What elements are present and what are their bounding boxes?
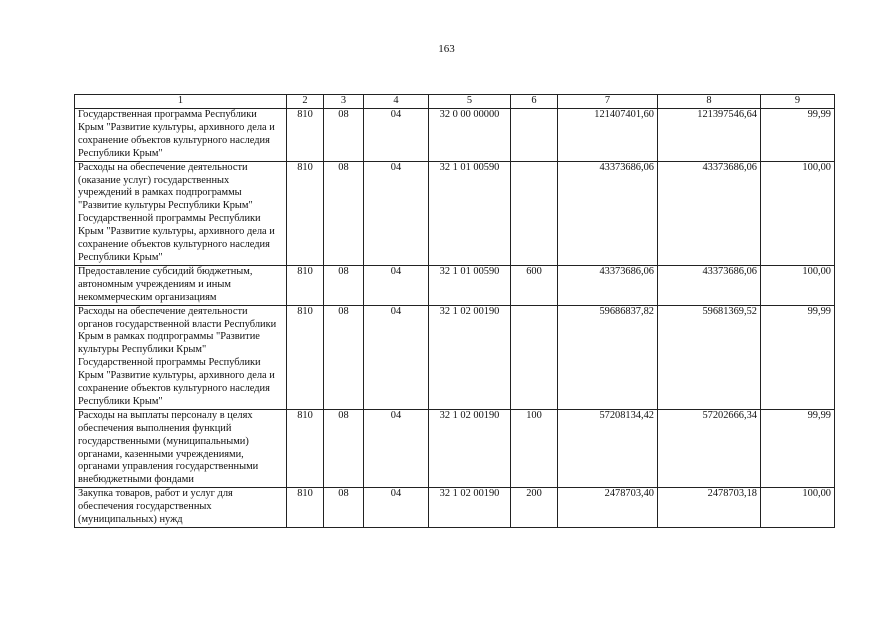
planned-amount: 57208134,42 bbox=[558, 409, 658, 487]
section-code: 08 bbox=[324, 161, 364, 265]
target-article-code: 32 0 00 00000 bbox=[429, 109, 511, 162]
expense-type-code bbox=[511, 109, 558, 162]
row-name: Закупка товаров, работ и услуг для обеспечения государственных (муниципальных) нужд bbox=[75, 488, 287, 528]
execution-percent: 99,99 bbox=[761, 109, 835, 162]
column-header: 5 bbox=[429, 95, 511, 109]
table-header-row bbox=[75, 95, 835, 109]
column-header: 6 bbox=[511, 95, 558, 109]
expense-type-code: 100 bbox=[511, 409, 558, 487]
expense-type-code: 600 bbox=[511, 265, 558, 305]
chapter-code: 810 bbox=[287, 488, 324, 528]
table-row bbox=[75, 109, 835, 162]
subsection-code: 04 bbox=[364, 109, 429, 162]
expense-type-code bbox=[511, 161, 558, 265]
row-name: Расходы на обеспечение деятельности органов государственной власти Республики Крым в рамках подпрограммы "Развитие культуры Республики Крым" Государственной программы Республики Крым "Развитие культуры, архивного дела и сохранение объектов культурного наследия Республики Крым" bbox=[75, 305, 287, 409]
row-name: Расходы на обеспечение деятельности (оказание услуг) государственных учреждений в рамках подпрограммы "Развитие культуры Республики Крым" Государственной программы Республики Крым "Развитие культуры, архивного дела и сохранение объектов культурного наследия Республики Крым" bbox=[75, 161, 287, 265]
column-header: 3 bbox=[324, 95, 364, 109]
planned-amount: 43373686,06 bbox=[558, 265, 658, 305]
executed-amount: 57202666,34 bbox=[658, 409, 761, 487]
column-header: 8 bbox=[658, 95, 761, 109]
chapter-code: 810 bbox=[287, 305, 324, 409]
planned-amount: 121407401,60 bbox=[558, 109, 658, 162]
expense-type-code: 200 bbox=[511, 488, 558, 528]
table-row bbox=[75, 265, 835, 305]
planned-amount: 2478703,40 bbox=[558, 488, 658, 528]
section-code: 08 bbox=[324, 109, 364, 162]
expense-type-code bbox=[511, 305, 558, 409]
executed-amount: 43373686,06 bbox=[658, 161, 761, 265]
column-header: 1 bbox=[75, 95, 287, 109]
executed-amount: 59681369,52 bbox=[658, 305, 761, 409]
row-name: Расходы на выплаты персоналу в целях обеспечения выполнения функций государственными (муниципальными) органами, казенными учреждениями, органами управления государственными внебюджетными фондами bbox=[75, 409, 287, 487]
chapter-code: 810 bbox=[287, 109, 324, 162]
execution-percent: 99,99 bbox=[761, 409, 835, 487]
table-row bbox=[75, 305, 835, 409]
column-header: 4 bbox=[364, 95, 429, 109]
subsection-code: 04 bbox=[364, 265, 429, 305]
page-number: 163 bbox=[438, 43, 455, 55]
executed-amount: 121397546,64 bbox=[658, 109, 761, 162]
planned-amount: 43373686,06 bbox=[558, 161, 658, 265]
execution-percent: 100,00 bbox=[761, 161, 835, 265]
subsection-code: 04 bbox=[364, 409, 429, 487]
subsection-code: 04 bbox=[364, 488, 429, 528]
section-code: 08 bbox=[324, 409, 364, 487]
column-header: 9 bbox=[761, 95, 835, 109]
section-code: 08 bbox=[324, 305, 364, 409]
table-row bbox=[75, 409, 835, 487]
budget-table bbox=[74, 94, 835, 528]
target-article-code: 32 1 01 00590 bbox=[429, 265, 511, 305]
row-name: Предоставление субсидий бюджетным, автономным учреждениям и иным некоммерческим организациям bbox=[75, 265, 287, 305]
executed-amount: 2478703,18 bbox=[658, 488, 761, 528]
planned-amount: 59686837,82 bbox=[558, 305, 658, 409]
target-article-code: 32 1 02 00190 bbox=[429, 409, 511, 487]
chapter-code: 810 bbox=[287, 265, 324, 305]
column-header: 7 bbox=[558, 95, 658, 109]
table-row bbox=[75, 161, 835, 265]
section-code: 08 bbox=[324, 488, 364, 528]
execution-percent: 100,00 bbox=[761, 488, 835, 528]
target-article-code: 32 1 01 00590 bbox=[429, 161, 511, 265]
subsection-code: 04 bbox=[364, 161, 429, 265]
subsection-code: 04 bbox=[364, 305, 429, 409]
row-name: Государственная программа Республики Крым "Развитие культуры, архивного дела и сохранение объектов культурного наследия Республики Крым" bbox=[75, 109, 287, 162]
execution-percent: 99,99 bbox=[761, 305, 835, 409]
executed-amount: 43373686,06 bbox=[658, 265, 761, 305]
table-row bbox=[75, 488, 835, 528]
chapter-code: 810 bbox=[287, 161, 324, 265]
target-article-code: 32 1 02 00190 bbox=[429, 488, 511, 528]
execution-percent: 100,00 bbox=[761, 265, 835, 305]
column-header: 2 bbox=[287, 95, 324, 109]
chapter-code: 810 bbox=[287, 409, 324, 487]
target-article-code: 32 1 02 00190 bbox=[429, 305, 511, 409]
section-code: 08 bbox=[324, 265, 364, 305]
